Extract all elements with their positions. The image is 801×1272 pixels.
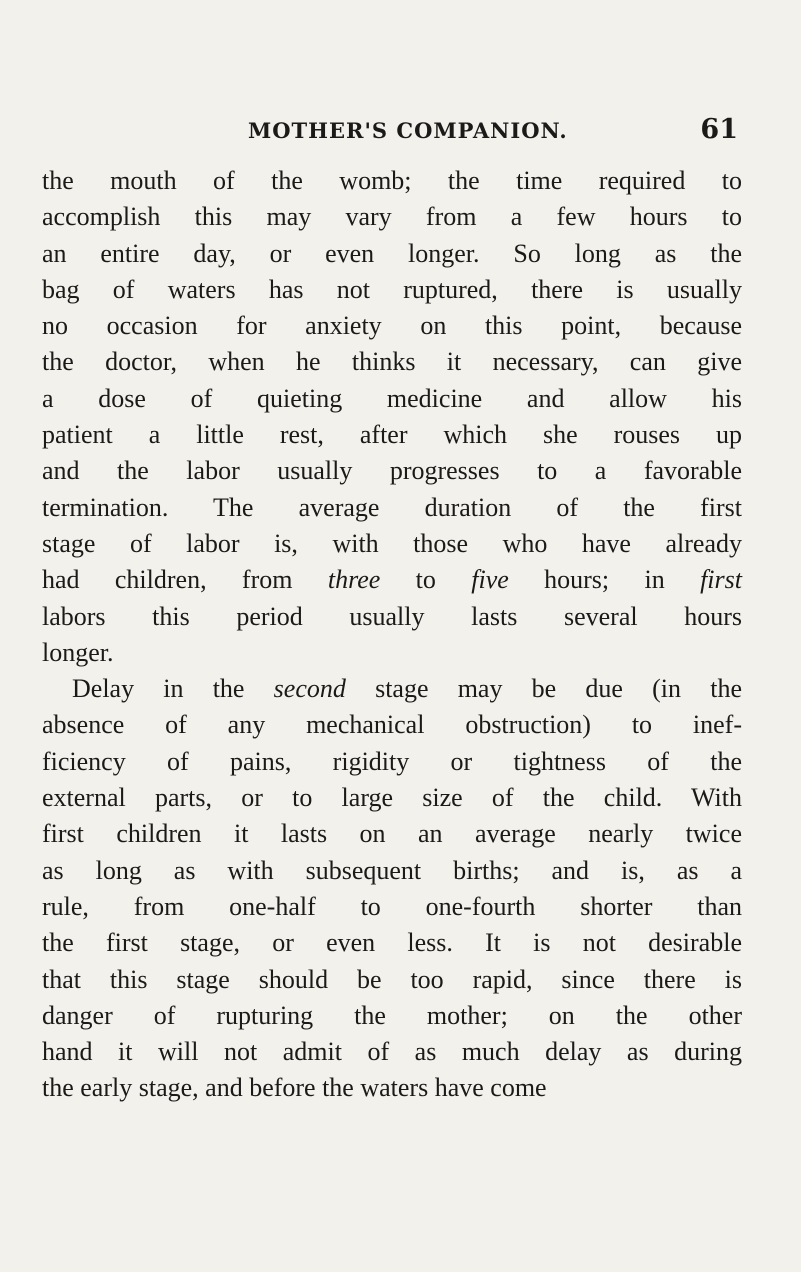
text-run: a dose of quieting medicine and allow his bbox=[42, 383, 742, 413]
italic-emphasis: second bbox=[273, 674, 346, 704]
text-line bbox=[42, 199, 742, 235]
text-run: bag of waters has not ruptured, there is usually bbox=[42, 274, 742, 304]
text-run: the mouth of the womb; the time required to bbox=[42, 166, 742, 195]
page-number: 61 bbox=[700, 114, 738, 145]
text-line bbox=[42, 635, 742, 671]
paragraph bbox=[42, 671, 742, 1107]
text-line bbox=[42, 562, 742, 598]
text-line bbox=[42, 998, 742, 1034]
text-run: rule, from one-half to one-fourth shorter than bbox=[42, 891, 742, 921]
body-text bbox=[42, 163, 742, 1107]
text-run: the doctor, when he thinks it necessary, can give bbox=[42, 347, 742, 377]
text-run: patient a little rest, after which she rouses up bbox=[42, 420, 742, 450]
text-run: an entire day, or even longer. So long as the bbox=[42, 238, 742, 268]
text-run: ficiency of pains, rigidity or tightness of the bbox=[42, 746, 742, 776]
text-line bbox=[42, 1070, 742, 1106]
text-line bbox=[42, 526, 742, 562]
text-run: no occasion for anxiety on this point, because bbox=[42, 311, 742, 341]
running-title: MOTHER'S COMPANION. bbox=[248, 118, 568, 143]
text-line bbox=[42, 599, 742, 635]
text-run: Delay in the bbox=[72, 674, 274, 704]
text-run: stage of labor is, with those who have already bbox=[42, 528, 742, 558]
text-line bbox=[42, 381, 742, 417]
text-run: that this stage should be too rapid, since there is bbox=[42, 964, 742, 994]
text-line bbox=[42, 889, 742, 925]
italic-emphasis: three bbox=[327, 565, 381, 595]
text-line bbox=[42, 853, 742, 889]
text-line bbox=[42, 962, 742, 998]
text-run: to bbox=[380, 565, 472, 595]
text-run: stage may be due (in the bbox=[345, 674, 742, 704]
running-header bbox=[248, 114, 738, 152]
text-run: longer. bbox=[42, 637, 114, 667]
text-line bbox=[42, 453, 742, 489]
text-run: as long as with subsequent births; and is, as a bbox=[42, 855, 742, 885]
text-line bbox=[42, 308, 742, 344]
text-run: hours; in bbox=[508, 565, 701, 595]
text-run: hand it will not admit of as much delay as during bbox=[42, 1037, 742, 1067]
text-run: first children it lasts on an average nearly twice bbox=[42, 819, 742, 849]
text-line bbox=[42, 925, 742, 961]
text-line bbox=[42, 744, 742, 780]
paragraph bbox=[42, 163, 742, 671]
italic-emphasis: first bbox=[700, 565, 742, 595]
text-run: labors this period usually lasts several hours bbox=[42, 601, 742, 631]
text-run: had children, from bbox=[42, 565, 328, 595]
text-run: accomplish this may vary from a few hours to bbox=[42, 202, 742, 232]
text-run: the early stage, and before the waters have come bbox=[42, 1073, 547, 1103]
text-line bbox=[42, 272, 742, 308]
text-line bbox=[42, 417, 742, 453]
text-line bbox=[42, 780, 742, 816]
text-line bbox=[42, 1034, 742, 1070]
text-line bbox=[42, 236, 742, 272]
text-line bbox=[42, 707, 742, 743]
text-line bbox=[42, 163, 742, 199]
text-run: the first stage, or even less. It is not desirable bbox=[42, 928, 742, 958]
text-run: absence of any mechanical obstruction) to inef- bbox=[42, 710, 742, 740]
text-run: danger of rupturing the mother; on the other bbox=[42, 1000, 742, 1030]
text-run: and the labor usually progresses to a favorable bbox=[42, 456, 742, 486]
text-line bbox=[42, 490, 742, 526]
text-run: termination. The average duration of the first bbox=[42, 492, 742, 522]
text-run: external parts, or to large size of the child. With bbox=[42, 783, 742, 813]
text-line bbox=[42, 344, 742, 380]
italic-emphasis: five bbox=[471, 565, 509, 595]
text-line bbox=[42, 671, 742, 707]
text-line bbox=[42, 816, 742, 852]
